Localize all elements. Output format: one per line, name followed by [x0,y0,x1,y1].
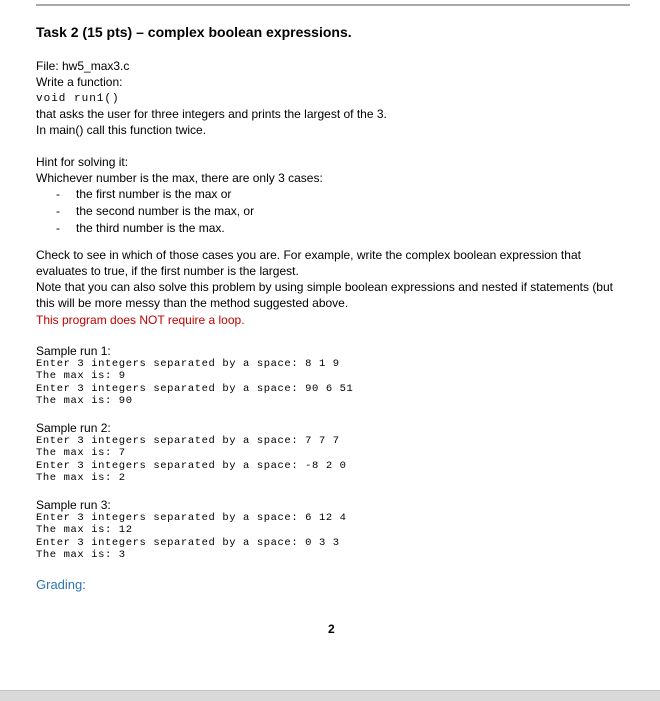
main-instruction: In main() call this function twice. [36,123,207,137]
sample-run-2-line: Enter 3 integers separated by a space: -8 2 0 [36,460,347,472]
no-loop-notice: This program does NOT require a loop. [36,313,245,327]
task-heading: Task 2 (15 pts) – complex boolean expressions. [36,24,352,40]
sample-run-1-line: Enter 3 integers separated by a space: 90 6 51 [36,383,354,395]
write-function-line: Write a function: [36,75,123,89]
hint-title: Hint for solving it: [36,155,129,169]
sample-run-3-line: The max is: 12 [36,524,133,536]
hint-paragraph-check: Check to see in which of those cases you are. For example, write the complex boolean expression that evaluates to true, if the first number is the largest. [36,248,581,278]
sample-run-2-line: The max is: 2 [36,472,126,484]
sample-run-2-title: Sample run 2: [36,421,111,435]
sample-run-2-line: The max is: 7 [36,447,126,459]
hint-bullet-third: - the third number is the max. [56,221,225,235]
top-divider [36,4,630,6]
sample-run-3-line: The max is: 3 [36,549,126,561]
sample-run-3-title: Sample run 3: [36,498,111,512]
sample-run-1-title: Sample run 1: [36,344,111,358]
sample-run-1-line: The max is: 9 [36,370,126,382]
sample-run-1-line: Enter 3 integers separated by a space: 8 1 9 [36,358,340,370]
hint-bullet-first: - the first number is the max or [56,187,232,201]
sample-run-1-line: The max is: 90 [36,395,133,407]
sample-run-3-line: Enter 3 integers separated by a space: 6 12 4 [36,512,347,524]
file-name-line: File: hw5_max3.c [36,59,130,73]
hint-bullet-second: - the second number is the max, or [56,204,255,218]
page-bottom-edge [0,690,660,701]
hint-paragraph-note: Note that you can also solve this problem by using simple boolean expressions and nested if statements (but this will be more messy than the method suggested above. [36,280,613,310]
grading-heading: Grading: [36,577,86,592]
function-description: that asks the user for three integers and prints the largest of the 3. [36,107,387,121]
page-number: 2 [328,622,335,636]
function-signature: void run1() [36,93,120,105]
sample-run-2-line: Enter 3 integers separated by a space: 7 7 7 [36,435,340,447]
sample-run-3-line: Enter 3 integers separated by a space: 0 3 3 [36,537,340,549]
hint-intro: Whichever number is the max, there are only 3 cases: [36,171,323,185]
